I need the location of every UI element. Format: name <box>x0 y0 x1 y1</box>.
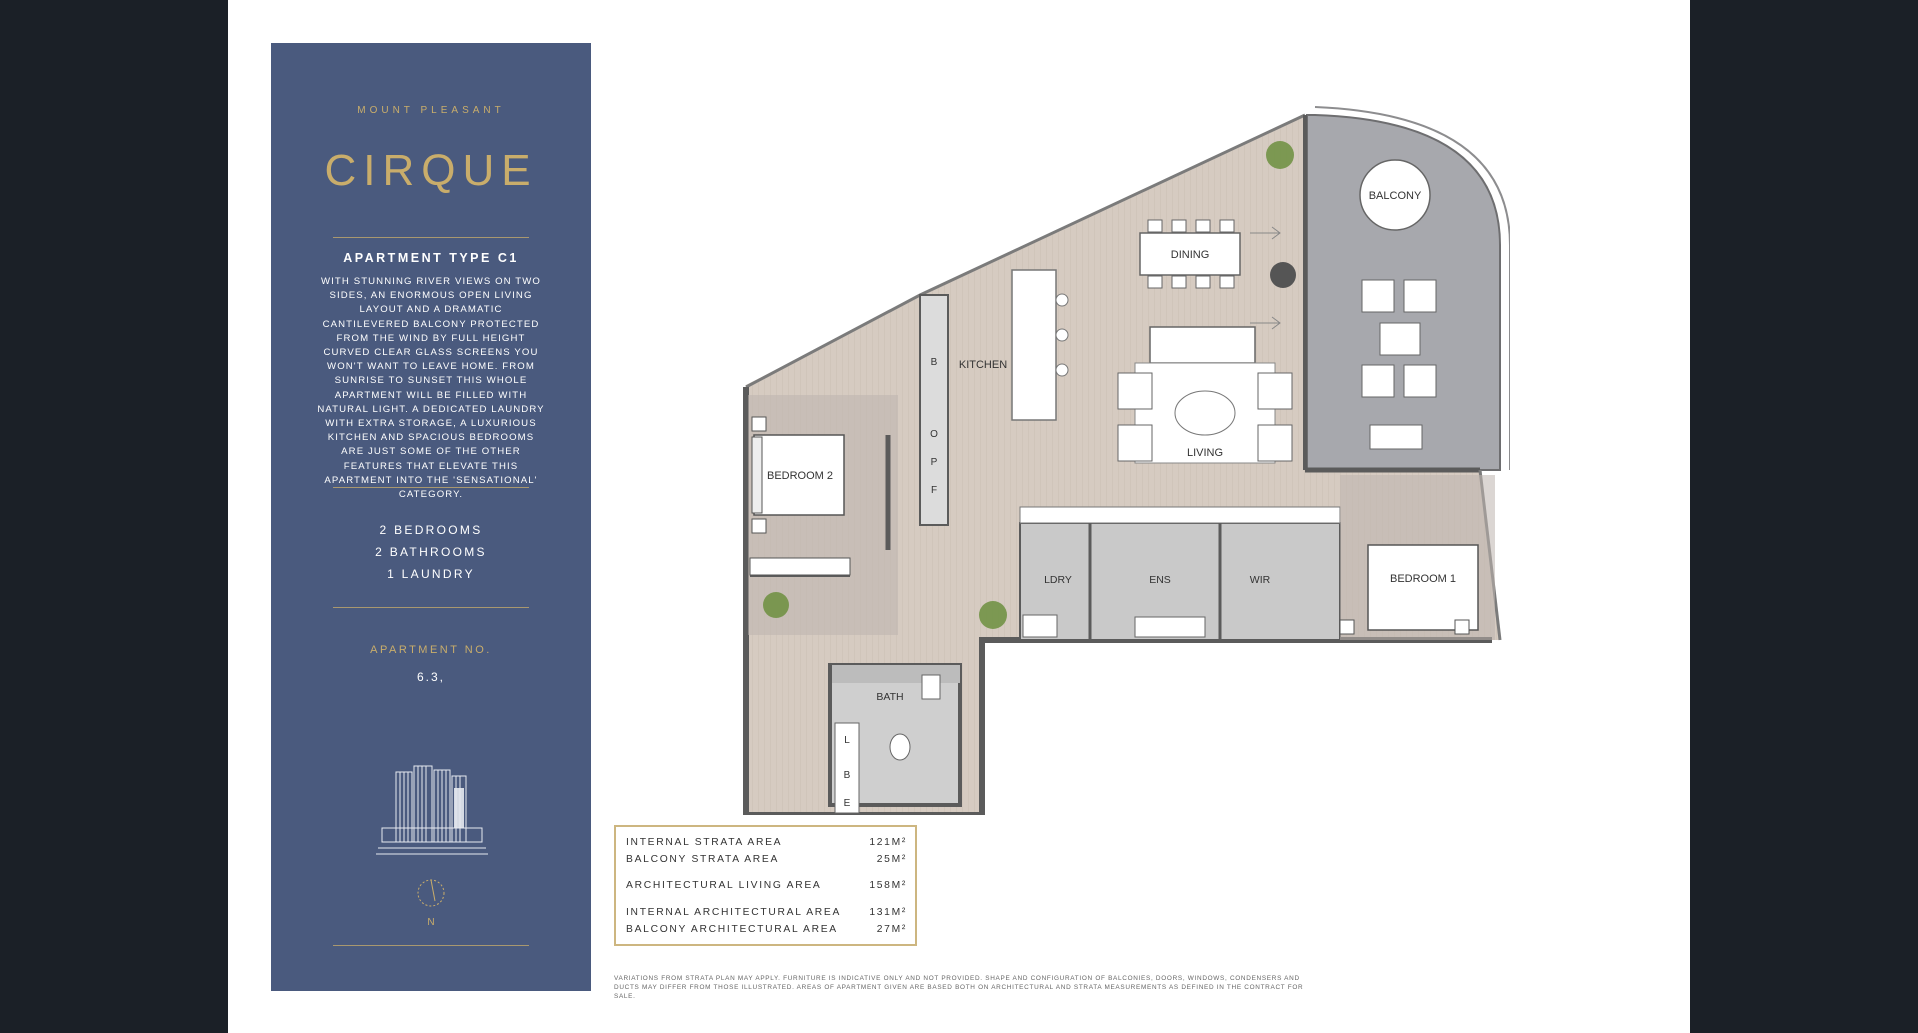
column <box>1270 262 1296 288</box>
divider <box>333 607 529 608</box>
area-row <box>626 880 907 896</box>
area-label: BALCONY ARCHITECTURAL AREA <box>626 924 838 935</box>
area-label: BALCONY STRATA AREA <box>626 854 780 865</box>
appliance-f: F <box>930 485 938 496</box>
area-value: 25M² <box>876 854 907 865</box>
cupboard-l: L <box>844 735 850 746</box>
apartment-number-label: APARTMENT NO. <box>370 644 492 656</box>
room-label-living: LIVING <box>1186 447 1224 459</box>
room-label-bedroom1: BEDROOM 1 <box>1389 573 1457 585</box>
area-summary-box <box>614 825 917 946</box>
room-counts <box>271 519 591 585</box>
room-label-kitchen: KITCHEN <box>958 359 1008 371</box>
compass-icon <box>413 875 449 929</box>
compass-label: N <box>427 917 435 928</box>
appliance-o: O <box>930 429 938 440</box>
area-value: 121M² <box>869 837 907 848</box>
room-label-bath: BATH <box>876 691 904 703</box>
plant-icon <box>979 601 1007 629</box>
sofa <box>1150 327 1255 363</box>
room-label-dining: DINING <box>1170 249 1210 261</box>
brand-subtitle: MOUNT PLEASANT <box>357 105 505 116</box>
kitchen-island <box>1012 270 1056 420</box>
area-label: INTERNAL STRATA AREA <box>626 837 783 848</box>
divider <box>333 487 529 488</box>
brand-name: CIRQUE <box>324 146 538 195</box>
room-label-ldry: LDRY <box>1044 574 1072 586</box>
building-icon <box>376 758 488 858</box>
room-label-bedroom2: BEDROOM 2 <box>766 470 834 482</box>
area-value: 27M² <box>876 924 907 935</box>
apartment-description: WITH STUNNING RIVER VIEWS ON TWO SIDES, AN ENORMOUS OPEN LIVING LAYOUT AND A DRAMATIC CANTILEVERED BALCONY PROTECTED FROM THE WIND BY FULL HEIGHT CURVED CLEAR GLASS SCREENS YOU WON'T WANT TO LEAVE HOME. FROM SUNRISE TO SUNSET THIS WHOLE APARTMENT WILL BE FILLED WITH NATURAL LIGHT. A DEDICATED LAUNDRY WITH EXTRA STORAGE, A LUXURIOUS KITCHEN AND SPACIOUS BEDROOMS ARE JUST SOME OF THE OTHER FEATURES THAT ELEVATE THIS APARTMENT INTO THE 'SENSATIONAL' CATEGORY. <box>317 276 545 501</box>
divider <box>333 945 529 946</box>
area-value: 131M² <box>869 907 907 918</box>
apartment-type-title: APARTMENT TYPE C1 <box>343 251 519 265</box>
bedroom-count: 2 BEDROOMS <box>379 523 483 537</box>
cupboard-e: E <box>843 798 851 809</box>
area-row <box>626 854 907 870</box>
area-label: INTERNAL ARCHITECTURAL AREA <box>626 907 842 918</box>
cupboard-b: B <box>843 770 851 781</box>
floor-plan <box>740 95 1510 815</box>
plant-icon <box>1266 141 1294 169</box>
area-row <box>626 837 907 853</box>
bed-bedroom1 <box>1368 545 1478 630</box>
disclaimer-text: VARIATIONS FROM STRATA PLAN MAY APPLY. FURNITURE IS INDICATIVE ONLY AND NOT PROVIDED. SHAPE AND CONFIGURATION OF BALCONIES, DOORS, WINDOWS, CONDENSERS AND DUCTS MAY DIFFER FROM THOSE ILLUSTRATED. AREAS OF APARTMENT GIVEN ARE BASED BOTH ON ARCHITECTURAL AND STRATA MEASUREMENTS AS DEFINED IN THE CONTRACT FOR SALE. <box>614 975 1304 1000</box>
area-row <box>626 924 907 940</box>
room-label-ens: ENS <box>1149 574 1171 586</box>
appliance-p: P <box>930 457 938 468</box>
divider <box>333 237 529 238</box>
bathroom-count: 2 BATHROOMS <box>375 545 487 559</box>
room-label-balcony: BALCONY <box>1368 190 1422 202</box>
area-value: 158M² <box>869 880 907 891</box>
apartment-number: 6.3, <box>416 670 445 684</box>
info-panel <box>271 43 591 991</box>
plant-icon <box>763 592 789 618</box>
area-label: ARCHITECTURAL LIVING AREA <box>626 880 822 891</box>
laundry-count: 1 LAUNDRY <box>387 567 475 581</box>
area-row <box>626 907 907 923</box>
room-label-wir: WIR <box>1249 574 1271 586</box>
appliance-b: B <box>930 357 938 368</box>
